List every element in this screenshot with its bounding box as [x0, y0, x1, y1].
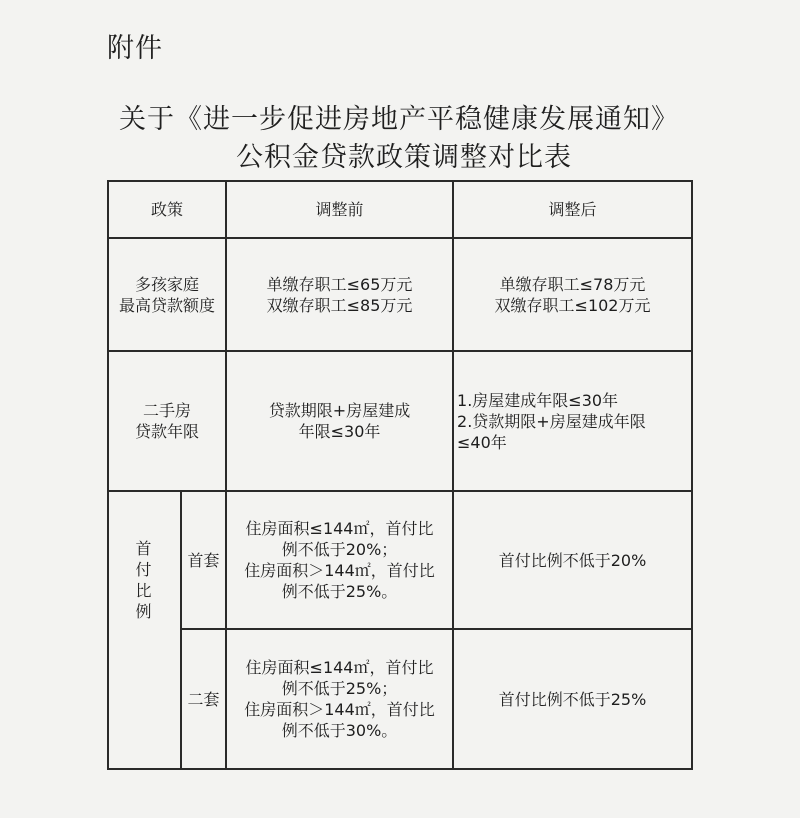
- row-label-second-hand: 二手房 贷款年限: [108, 351, 226, 491]
- multi-child-before: 单缴存职工≤65万元 双缴存职工≤85万元: [226, 238, 453, 351]
- header-before: 调整前: [226, 181, 453, 238]
- document-title-line-2: 公积金贷款政策调整对比表: [236, 142, 572, 173]
- table-row-second-home: [108, 629, 692, 769]
- document-title-line-1: 关于《进一步促进房地产平稳健康发展通知》: [119, 104, 679, 135]
- second-home-before: 住房面积≤144㎡，首付比 例不低于25%； 住房面积＞144㎡，首付比 例不低于30%。: [226, 629, 453, 769]
- second-hand-before: 贷款期限+房屋建成 年限≤30年: [226, 351, 453, 491]
- row-label-first-home: 首套: [181, 491, 226, 629]
- table-row-multi-child: [108, 238, 692, 351]
- header-after: 调整后: [453, 181, 692, 238]
- table-row-first-home: [108, 491, 692, 629]
- row-label-second-home: 二套: [181, 629, 226, 769]
- second-home-after: 首付比例不低于25%: [453, 629, 692, 769]
- first-home-after: 首付比例不低于20%: [453, 491, 692, 629]
- attachment-label: 附件: [107, 33, 163, 64]
- table-row-second-hand: [108, 351, 692, 491]
- row-label-multi-child: 多孩家庭 最高贷款额度: [108, 238, 226, 351]
- second-hand-after: 1.房屋建成年限≤30年 2.贷款期限+房屋建成年限 ≤40年: [453, 351, 692, 491]
- table-header-row: [108, 181, 692, 238]
- multi-child-after: 单缴存职工≤78万元 双缴存职工≤102万元: [453, 238, 692, 351]
- row-label-down-payment: 首付 比例: [108, 491, 181, 769]
- policy-comparison-table: [107, 180, 693, 770]
- header-policy: 政策: [108, 181, 226, 238]
- first-home-before: 住房面积≤144㎡，首付比 例不低于20%； 住房面积＞144㎡，首付比 例不低于25%。: [226, 491, 453, 629]
